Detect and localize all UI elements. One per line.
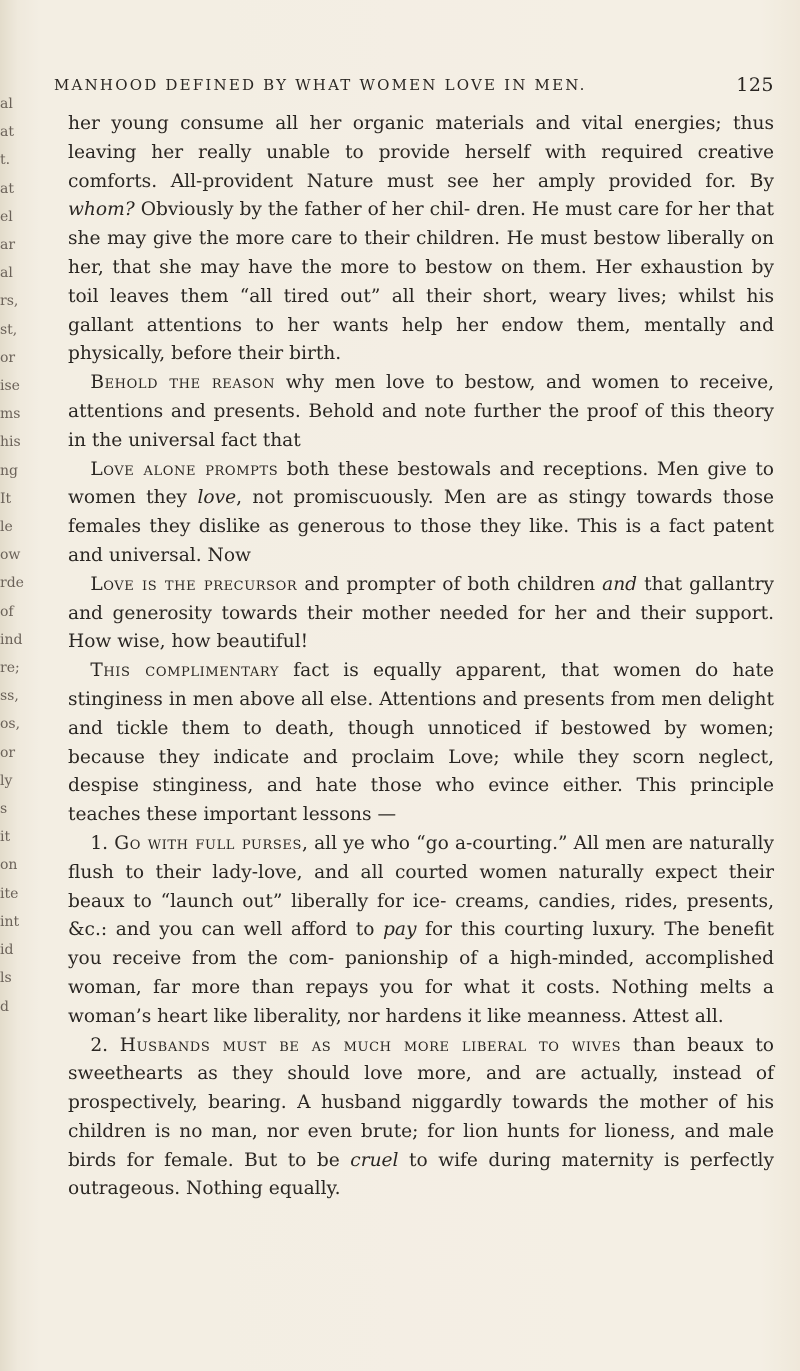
text-line: creative comforts. All-provident Nature must see her amply <box>68 141 774 192</box>
italic-text: whom? <box>68 199 135 221</box>
text-line: like. This is a fact patent and universal. Now <box>68 516 774 566</box>
gutter-fragment: d <box>0 998 9 1015</box>
text-line: beaux to sweethearts as they should love more, and are actually, <box>68 1034 775 1085</box>
gutter-fragment: ise <box>0 378 20 395</box>
gutter-fragment: It <box>0 490 12 507</box>
text-line: liberality, nor hardens it like meanness. Attest all. <box>253 1005 724 1027</box>
text-line: thus leaving her really unable to provide herself with required <box>68 113 774 163</box>
gutter-fragment: st, <box>0 321 18 338</box>
gutter-fragment: os, <box>0 716 21 733</box>
gutter-fragment: rs, <box>0 293 19 310</box>
text-line: give to women they <box>68 458 774 509</box>
text-line: , all ye who “go a-courting.” All men <box>301 832 646 854</box>
gutter-fragment: int <box>0 913 20 930</box>
gutter-fragment: t. <box>0 152 11 169</box>
running-header <box>54 76 774 100</box>
gutter-fragment: ng <box>0 462 18 479</box>
gutter-fragment: el <box>0 208 13 225</box>
text-line: naturally expect their beaux to “launch out” liberally for ice- <box>68 861 774 912</box>
paragraph <box>68 456 774 571</box>
italic-text: cruel <box>350 1149 399 1171</box>
small-caps-lead: Behold the reason <box>90 372 276 394</box>
gutter-fragment: le <box>0 519 13 536</box>
text-line: than <box>621 1034 676 1056</box>
paragraph <box>68 830 774 1032</box>
gutter-fragment: of <box>0 603 14 620</box>
text-line: proof of this theory in the universal fact that <box>68 400 774 451</box>
text-line: creams, candies, rides, presents, &c.: and you can well afford to <box>68 890 775 941</box>
gutter-fragment: ss, <box>0 688 19 705</box>
text-line: from men delight and tickle them to death, though unnoticed if <box>68 688 774 739</box>
list-number: 2. <box>90 1034 120 1056</box>
paragraph <box>68 1032 774 1205</box>
text-line: while they scorn neglect, despise stinginess, and hate those who <box>68 746 774 797</box>
text-line: receive, attentions and presents. Behold and note further the <box>68 372 775 422</box>
body-text <box>68 110 774 1204</box>
italic-text: love <box>197 487 237 509</box>
gutter-fragment: rde <box>0 575 24 592</box>
text-line: the mother of his children is no man, nor even brute; for lion <box>68 1092 774 1142</box>
text-line: for this courting luxury. The benefit you receive from the com- <box>68 919 774 970</box>
text-line: and physically, before their birth. <box>68 314 774 365</box>
small-caps-lead: Love is the precursor <box>90 573 298 595</box>
text-line: wife during maternity is perfectly outrageous. Nothing equally. <box>68 1149 774 1200</box>
gutter-fragment: ar <box>0 237 16 254</box>
text-line: and prompter of both children <box>297 573 603 595</box>
facing-page-gutter <box>0 90 42 1180</box>
text-line: evince either. This principle teaches these important lessons — <box>68 775 774 826</box>
text-line: why men love to bestow, and women to <box>275 372 689 394</box>
text-line: hunts for lioness, and male birds for female. But to be <box>68 1120 774 1171</box>
text-line: may have the more to bestow on them. Her exhaustion by toil <box>68 256 774 307</box>
text-line: that gallantry and generosity towards their mother needed for <box>68 573 774 624</box>
text-line: both these bestowals and receptions. Men <box>278 458 699 480</box>
paragraph <box>68 110 774 369</box>
text-line: hate stinginess in men above all else. Attentions and presents <box>68 660 774 710</box>
italic-text: pay <box>383 919 417 941</box>
gutter-fragment: s <box>0 801 8 818</box>
text-line: Obviously by the father of her chil- <box>134 199 471 221</box>
list-number: 1. <box>90 832 115 854</box>
gutter-fragment: on <box>0 857 18 874</box>
gutter-fragment: ind <box>0 631 23 648</box>
gutter-fragment: id <box>0 942 14 959</box>
gutter-fragment: al <box>0 96 13 112</box>
text-line: , not promiscuously. Men are as stingy <box>236 487 627 509</box>
text-line: his gallant attentions to her wants help her endow them, mentally <box>68 285 774 336</box>
italic-text: and <box>602 573 638 595</box>
gutter-fragment: ite <box>0 885 19 902</box>
text-line: panionship of a high-minded, accomplished woman, far more than <box>68 948 775 998</box>
text-line: leaves them “all tired out” all their short, weary lives; whilst <box>109 285 736 307</box>
small-caps-lead: Husbands must be as much more liberal to wives <box>119 1034 622 1056</box>
text-line: dren. He must care for her that she may give the more care <box>68 199 774 250</box>
running-title: MANHOOD DEFINED BY WHAT WOMEN LOVE IN MEN. <box>54 76 587 94</box>
text-line: instead of prospectively, bearing. A husband niggardly towards <box>68 1063 774 1114</box>
small-caps-lead: This complimentary <box>90 660 280 682</box>
gutter-fragment: at <box>0 124 14 141</box>
text-line: fact is equally apparent, that women do <box>279 660 719 682</box>
text-line: repays you for what it costs. Nothing melts a woman’s heart like <box>68 976 774 1027</box>
text-line: towards those females they dislike as generous to those they <box>68 487 774 538</box>
gutter-fragment: or <box>0 744 16 761</box>
gutter-fragment: ly <box>0 772 13 789</box>
gutter-fragment: his <box>0 434 21 451</box>
text-line: bestowed by women; because they indicate and proclaim Love; <box>68 717 774 768</box>
gutter-fragment: or <box>0 349 16 366</box>
text-line: her young consume all her organic materials and vital energies; <box>68 113 722 134</box>
gutter-fragment: it <box>0 829 11 846</box>
text-line: to <box>398 1149 428 1171</box>
small-caps-lead: Love alone prompts <box>90 458 279 480</box>
small-caps-lead: Go with full purses <box>114 832 302 854</box>
gutter-fragment: ow <box>0 547 21 564</box>
gutter-fragment: al <box>0 265 13 282</box>
paragraph <box>68 571 774 657</box>
paragraph <box>68 369 774 455</box>
text-line: to their children. He must bestow liberally on her, that she <box>68 228 774 278</box>
text-line: provided for. By <box>608 170 774 192</box>
paragraph <box>68 657 774 830</box>
gutter-fragment: ms <box>0 406 21 423</box>
text-line: her and their support. How wise, how beautiful! <box>68 602 774 653</box>
page-number: 125 <box>736 74 774 96</box>
gutter-fragment: ls <box>0 970 12 987</box>
gutter-fragment: re; <box>0 660 20 677</box>
text-line: are naturally flush to their lady-love, and all courted women <box>68 832 774 883</box>
gutter-fragment: at <box>0 180 14 197</box>
